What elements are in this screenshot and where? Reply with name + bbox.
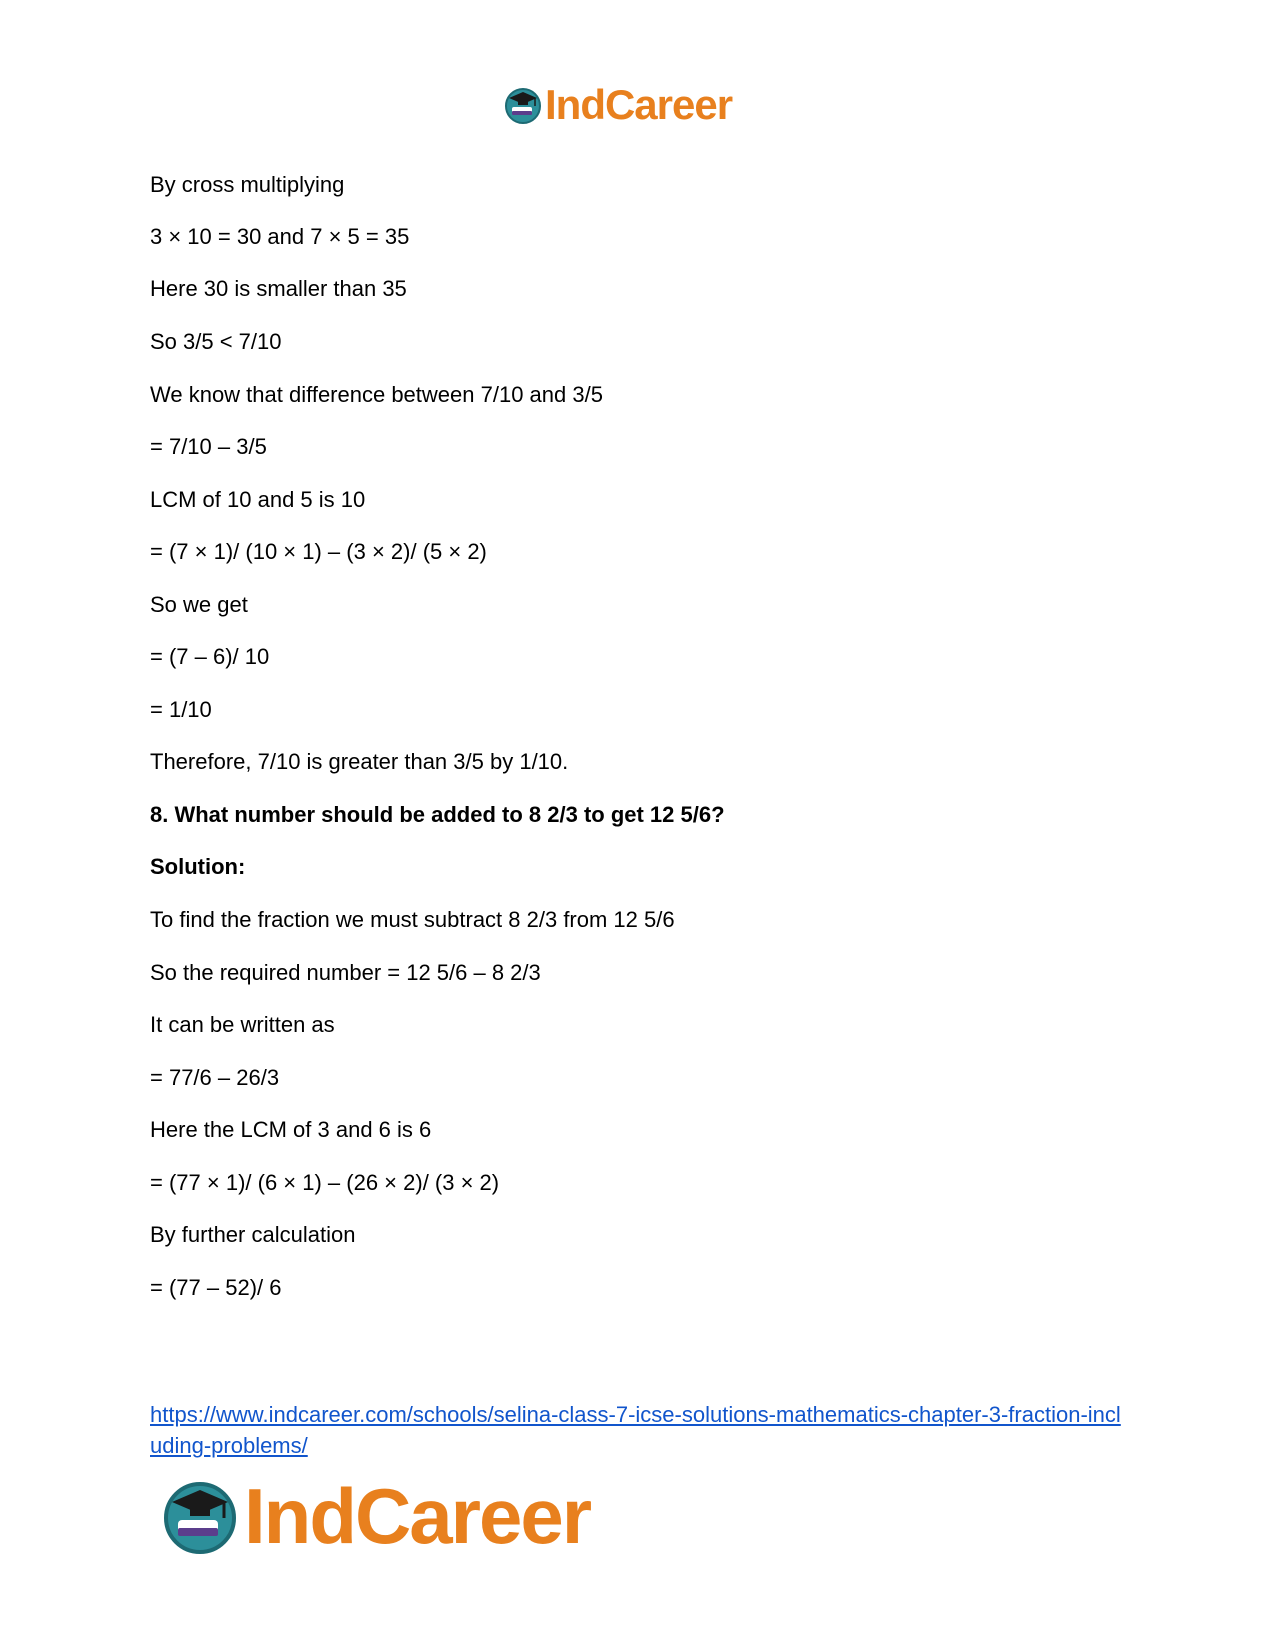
graduation-cap-book-icon: [160, 1476, 240, 1556]
text-line: We know that difference between 7/10 and 3/5: [150, 382, 603, 407]
text-line: = (7 × 1)/ (10 × 1) – (3 × 2)/ (5 × 2): [150, 539, 487, 564]
text-line: Here 30 is smaller than 35: [150, 276, 407, 301]
footer-logo-text: IndCareer: [244, 1472, 591, 1560]
text-line: = (77 – 52)/ 6: [150, 1275, 282, 1300]
text-line: LCM of 10 and 5 is 10: [150, 487, 366, 512]
text-line: Here the LCM of 3 and 6 is 6: [150, 1117, 432, 1142]
text-line: So 3/5 < 7/10: [150, 329, 282, 354]
header-logo-text: IndCareer: [545, 81, 733, 128]
solution-heading: Solution:: [150, 854, 246, 879]
text-line: So the required number = 12 5/6 – 8 2/3: [150, 960, 541, 985]
text-line: = 77/6 – 26/3: [150, 1065, 280, 1090]
text-line: = 1/10: [150, 697, 212, 722]
question-heading: 8. What number should be added to 8 2/3 to get 12 5/6?: [150, 802, 725, 827]
text-line: To find the fraction we must subtract 8 2/3 from 12 5/6: [150, 907, 675, 932]
text-line: = (77 × 1)/ (6 × 1) – (26 × 2)/ (3 × 2): [150, 1170, 500, 1195]
text-line: = (7 – 6)/ 10: [150, 644, 270, 669]
text-line: It can be written as: [150, 1012, 335, 1037]
graduation-cap-book-icon: [503, 85, 543, 125]
header-logo: [503, 80, 732, 130]
text-line: Therefore, 7/10 is greater than 3/5 by 1/10.: [150, 749, 569, 774]
source-link[interactable]: https://www.indcareer.com/schools/selina-class-7-icse-solutions-mathematics-chapter-3-fraction-including-problems/: [150, 1402, 1121, 1458]
text-line: By cross multiplying: [150, 172, 345, 197]
footer-logo: [160, 1472, 590, 1560]
text-line: 3 × 10 = 30 and 7 × 5 = 35: [150, 224, 410, 249]
text-line: By further calculation: [150, 1222, 356, 1247]
text-line: = 7/10 – 3/5: [150, 434, 267, 459]
text-line: So we get: [150, 592, 248, 617]
